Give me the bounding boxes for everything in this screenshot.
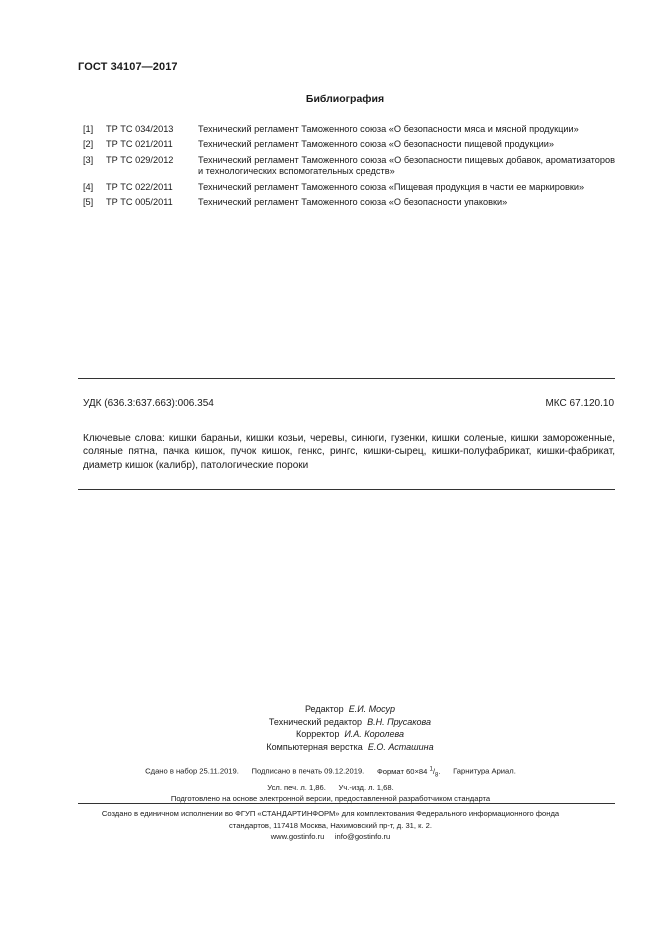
- bibliography-item-code: ТР ТС 029/2012: [106, 154, 174, 165]
- publisher-info: [0, 808, 661, 843]
- signed-date: Подписано в печать 09.12.2019.: [251, 766, 365, 776]
- bibliography-item-text: Технический регламент Таможенного союза «О безопасности упаковки»: [198, 197, 508, 208]
- bibliography-item-code: ТР ТС 034/2013: [106, 124, 174, 134]
- keywords-paragraph: Ключевые слова: кишки бараньи, кишки козьи, черевы, синюги, гузенки, кишки соленые, кишки замороженные, соляные пятна, пачка кишок, пучок кишок, генкс, рингс, кишки-сырец, кишки-полуфабрикат, кишки-фабрикат, диаметр кишок (калибр), патологические пороки: [83, 433, 615, 471]
- bibliography-item-number: [5]: [83, 197, 94, 208]
- format: Формат 60×84 $^1/_8$.: [376, 766, 441, 779]
- publisher-website[interactable]: www.gostinfo.ru: [270, 832, 325, 841]
- bibliography-item-code: ТР ТС 005/2011: [106, 197, 173, 208]
- bibliography-title: Библиография: [305, 93, 385, 105]
- top-divider: [78, 378, 615, 379]
- publisher-line-2: стандартов, 117418 Москва, Нахимовский пр-т, д. 31, к. 2.: [229, 820, 432, 830]
- credit-name: Е.О. Асташина: [367, 742, 434, 753]
- credit-name: В.Н. Прусакова: [367, 716, 432, 727]
- credit-layout: [0, 741, 661, 754]
- bibliography-item-text: Технический регламент Таможенного союза «Пищевая продукция в части ее маркировки»: [198, 181, 585, 192]
- credit-role: Корректор: [295, 729, 340, 740]
- credit-tech-editor: [0, 716, 661, 729]
- bibliography-list: [83, 124, 615, 212]
- mks-code: МКС 67.120.10: [545, 398, 614, 409]
- bibliography-item: [83, 182, 615, 193]
- print-info-line-2: [0, 782, 661, 794]
- bibliography-item-text: Технический регламент Таможенного союза «О безопасности пищевой продукции»: [198, 139, 555, 150]
- credit-name: И.А. Королева: [344, 729, 404, 740]
- bibliography-item-text: Технический регламент Таможенного союза «О безопасности пищевых добавок, ароматизаторов и технологических вспомогательных средств»: [198, 154, 615, 177]
- bibliography-item-text: Технический регламент Таможенного союза «О безопасности мяса и мясной продукции»: [198, 124, 579, 134]
- typeface: Гарнитура Ариал.: [453, 766, 516, 776]
- printed-sheets: Усл. печ. л. 1,86.: [267, 782, 326, 792]
- standard-number: ГОСТ 34107—2017: [78, 61, 178, 73]
- bibliography-item-code: ТР ТС 022/2011: [106, 181, 173, 192]
- credit-corrector: [0, 728, 661, 741]
- bibliography-item: [83, 139, 615, 150]
- print-info-line-1: [0, 764, 661, 782]
- bibliography-item-code: ТР ТС 021/2011: [106, 139, 173, 150]
- bottom-divider: [78, 489, 615, 490]
- bibliography-item: [83, 124, 615, 135]
- bibliography-item-number: [1]: [83, 124, 94, 134]
- publisher-email[interactable]: info@gostinfo.ru: [334, 832, 391, 841]
- print-info: [0, 764, 661, 805]
- udk-code: УДК (636.3:637.663):006.354: [83, 398, 214, 409]
- bibliography-item: [83, 197, 615, 208]
- bibliography-item-number: [4]: [83, 181, 94, 192]
- publisher-divider: [78, 803, 615, 804]
- bibliography-item: [83, 155, 615, 178]
- bibliography-item-number: [2]: [83, 139, 94, 150]
- credit-name: Е.И. Мосур: [348, 704, 396, 714]
- credit-role: Редактор: [304, 704, 344, 714]
- credits-block: [0, 703, 661, 754]
- bibliography-item-number: [3]: [83, 154, 94, 165]
- credit-editor: [0, 703, 661, 716]
- publisher-line-1: Создано в единичном исполнении во ФГУП «СТАНДАРТИНФОРМ» для комплектования Федерального информационного фонда: [101, 809, 560, 818]
- publisher-contacts: [0, 831, 661, 843]
- typeset-date: Сдано в набор 25.11.2019.: [145, 766, 239, 776]
- credit-role: Компьютерная верстка: [266, 742, 363, 753]
- print-info-line-3: Подготовлено на основе электронной версии, предоставленной разработчиком стандарта: [170, 794, 491, 804]
- publisher-sheets: Уч.-изд. л. 1,68.: [338, 782, 394, 792]
- credit-role: Технический редактор: [268, 716, 363, 727]
